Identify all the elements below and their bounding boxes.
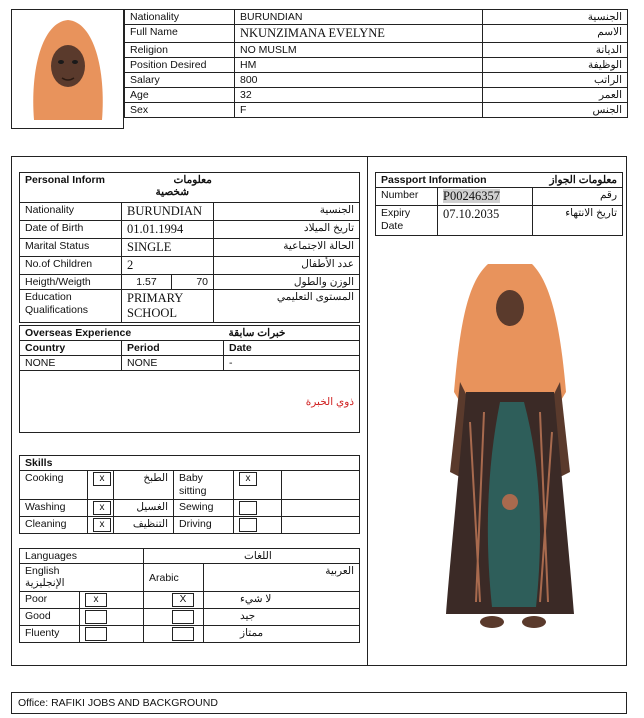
- col-date: Date: [224, 341, 360, 356]
- col-period: Period: [122, 341, 224, 356]
- header-label-ar: الجنسية: [483, 10, 628, 25]
- header-label-ar: الوظيفة: [483, 58, 628, 73]
- applicant-portrait: [12, 10, 123, 128]
- height-value: 1.57: [122, 275, 172, 290]
- passport-expiry-value: 07.10.2035: [438, 206, 533, 236]
- english-level-checkbox[interactable]: [85, 610, 107, 624]
- personal-title-ar-cell: [155, 173, 360, 203]
- header-row: [125, 103, 628, 118]
- arabic-level-checkbox[interactable]: [172, 627, 194, 641]
- header-value: 800: [235, 73, 483, 88]
- skill-label: Washing: [20, 500, 88, 517]
- personal-value: 01.01.1994: [122, 221, 214, 239]
- header-label: Religion: [125, 43, 235, 58]
- skill-check-cell-2: [234, 500, 282, 517]
- overseas-period: NONE: [122, 356, 224, 371]
- english-label: English: [25, 565, 60, 577]
- language-level-row: [20, 609, 360, 626]
- header-value: NO MUSLM: [235, 43, 483, 58]
- skill-checkbox-2[interactable]: [239, 518, 257, 532]
- header-row: [125, 25, 628, 43]
- passport-title: Passport Information: [376, 173, 533, 188]
- personal-label-ar: عدد الأطفال: [214, 257, 360, 275]
- skill-label-ar: الغسيل: [114, 500, 174, 517]
- arabic-check-cell: [144, 592, 204, 609]
- passport-expiry-label: Expiry Date: [376, 206, 438, 236]
- arabic-check-cell: [144, 609, 204, 626]
- header-label: Position Desired: [125, 58, 235, 73]
- language-level-label: Poor: [20, 592, 80, 609]
- language-level-label: Good: [20, 609, 80, 626]
- personal-value: SINGLE: [122, 239, 214, 257]
- header-row: [125, 10, 628, 25]
- skill-label-2: Sewing: [174, 500, 234, 517]
- office-name: Office: RAFIKI JOBS AND BACKGROUND: [18, 697, 218, 709]
- overseas-date: -: [224, 356, 360, 371]
- personal-row: [20, 203, 360, 221]
- skill-empty-cell: [282, 471, 360, 500]
- header-label-ar: الديانة: [483, 43, 628, 58]
- passport-title-ar: معلومات الجواز: [533, 173, 623, 188]
- skill-checkbox-2[interactable]: x: [239, 472, 257, 486]
- skill-checkbox[interactable]: x: [93, 501, 111, 515]
- skill-check-cell: [88, 500, 114, 517]
- skill-check-cell-2: [234, 471, 282, 500]
- skills-table: [19, 455, 360, 534]
- skill-label-2: Driving: [174, 517, 234, 534]
- office-footer: [11, 692, 627, 714]
- header-label: Salary: [125, 73, 235, 88]
- skill-label: Cooking: [20, 471, 88, 500]
- header-value: BURUNDIAN: [235, 10, 483, 25]
- arabic-level-checkbox[interactable]: [172, 610, 194, 624]
- skill-label-ar: الطبخ: [114, 471, 174, 500]
- passport-number-label: Number: [376, 188, 438, 206]
- personal-title-ar-2: شخصية: [155, 186, 189, 198]
- header-label: Age: [125, 88, 235, 103]
- language-level-ar: جيد: [204, 609, 360, 626]
- skill-empty-cell: [282, 517, 360, 534]
- personal-label: No.of Children: [20, 257, 122, 275]
- personal-info-table: [19, 172, 360, 323]
- languages-table: [19, 548, 360, 643]
- skill-checkbox-2[interactable]: [239, 501, 257, 515]
- english-ar: الإنجليزية: [25, 577, 65, 589]
- personal-label: Date of Birth: [20, 221, 122, 239]
- personal-value: 2: [122, 257, 214, 275]
- applicant-full-body: [440, 262, 580, 634]
- english-check-cell: [80, 626, 144, 643]
- education-label: Education Qualifications: [20, 290, 122, 323]
- header-row: [125, 73, 628, 88]
- english-check-cell: [80, 592, 144, 609]
- education-value: PRIMARY SCHOOL: [122, 290, 214, 323]
- col-country: Country: [20, 341, 122, 356]
- skill-check-cell-2: [234, 517, 282, 534]
- passport-number-cell: [438, 188, 533, 206]
- skill-row: [20, 500, 360, 517]
- header-label: Full Name: [125, 25, 235, 43]
- header-row: [125, 43, 628, 58]
- header-row: [125, 88, 628, 103]
- personal-label-ar: الحالة الاجتماعية: [214, 239, 360, 257]
- header-value: 32: [235, 88, 483, 103]
- column-divider: [367, 156, 368, 666]
- overseas-note-ar: ذوي الخبرة: [20, 371, 360, 433]
- skill-label: Cleaning: [20, 517, 88, 534]
- passport-expiry-ar: تاريخ الانتهاء: [533, 206, 623, 236]
- language-level-row: [20, 626, 360, 643]
- skill-label-2: Baby sitting: [174, 471, 234, 500]
- passport-table: [375, 172, 623, 236]
- skill-check-cell: [88, 471, 114, 500]
- arabic-label: Arabic: [144, 564, 204, 592]
- header-label: Sex: [125, 103, 235, 118]
- skill-row: [20, 471, 360, 500]
- language-level-label: Fluenty: [20, 626, 80, 643]
- header-label: Nationality: [125, 10, 235, 25]
- passport-number-ar: رقم: [533, 188, 623, 206]
- header-row: [125, 58, 628, 73]
- personal-label: Marital Status: [20, 239, 122, 257]
- header-value: F: [235, 103, 483, 118]
- header-value: NKUNZIMANA EVELYNE: [235, 25, 483, 43]
- header-value: HM: [235, 58, 483, 73]
- languages-title-ar: اللغات: [144, 549, 360, 564]
- language-level-ar: ممتاز: [204, 626, 360, 643]
- passport-number-value: P00246357: [443, 189, 500, 203]
- skill-empty-cell: [282, 500, 360, 517]
- personal-row: [20, 257, 360, 275]
- english-check-cell: [80, 609, 144, 626]
- personal-value: BURUNDIAN: [122, 203, 214, 221]
- languages-title: Languages: [20, 549, 144, 564]
- personal-row: [20, 221, 360, 239]
- skill-row: [20, 517, 360, 534]
- english-level-checkbox[interactable]: x: [85, 593, 107, 607]
- arabic-ar: العربية: [204, 564, 360, 592]
- skills-title: Skills: [20, 456, 360, 471]
- header-info-table: [124, 9, 628, 118]
- language-level-row: [20, 592, 360, 609]
- header-photo-frame: [11, 9, 124, 129]
- skill-label-ar: التنظيف: [114, 517, 174, 534]
- overseas-experience-table: [19, 325, 360, 433]
- overseas-title: Overseas Experience: [20, 326, 224, 341]
- header-label-ar: العمر: [483, 88, 628, 103]
- personal-label-ar: الجنسية: [214, 203, 360, 221]
- overseas-country: NONE: [20, 356, 122, 371]
- skill-checkbox[interactable]: x: [93, 472, 111, 486]
- personal-title-ar-1: معلومات: [173, 174, 212, 186]
- personal-label: Nationality: [20, 203, 122, 221]
- header-label-ar: الاسم: [483, 25, 628, 43]
- english-header: [20, 564, 144, 592]
- skill-checkbox[interactable]: x: [93, 518, 111, 532]
- header-label-ar: الراتب: [483, 73, 628, 88]
- height-weight-ar: الوزن والطول: [214, 275, 360, 290]
- skill-check-cell: [88, 517, 114, 534]
- education-ar: المستوى التعليمي: [214, 290, 360, 323]
- weight-value: 70: [172, 275, 214, 290]
- overseas-title-ar: خبرات سابقة: [224, 326, 360, 341]
- language-level-ar: لا شيء: [204, 592, 360, 609]
- english-level-checkbox[interactable]: [85, 627, 107, 641]
- height-weight-label: Heigth/Weigth: [20, 275, 122, 290]
- header-label-ar: الجنس: [483, 103, 628, 118]
- arabic-check-cell: [144, 626, 204, 643]
- personal-label-ar: تاريخ الميلاد: [214, 221, 360, 239]
- full-body-photo: [440, 262, 580, 634]
- arabic-level-checkbox[interactable]: X: [172, 593, 194, 607]
- personal-title: Personal Inform: [20, 173, 214, 203]
- personal-row: [20, 239, 360, 257]
